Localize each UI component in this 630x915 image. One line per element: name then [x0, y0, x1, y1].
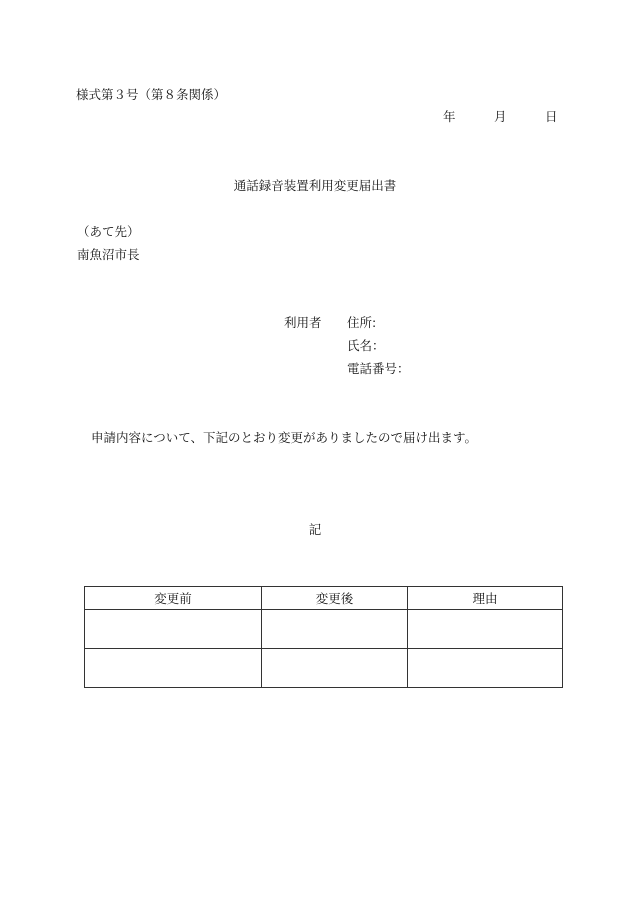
form-number: 様式第３号（第８条関係） [76, 87, 227, 102]
statement-text: 申請内容について、下記のとおり変更がありましたので届け出ます。 [91, 430, 478, 445]
name-field-label: 氏名： [347, 338, 385, 353]
date-day-label: 日 [545, 109, 558, 124]
address-field-label: 住所: [347, 315, 377, 330]
ki-heading: 記 [308, 522, 322, 537]
document-title: 通話録音装置利用変更届出書 [233, 178, 397, 193]
addressee: 南魚沼市長 [77, 247, 140, 262]
change-table [84, 586, 563, 688]
table-header-row [85, 587, 563, 610]
date-year-label: 年 [443, 109, 456, 124]
cell-before-change[interactable] [85, 610, 262, 649]
header-reason: 理由 [408, 587, 563, 610]
header-before-change: 変更前 [85, 587, 262, 610]
phone-field-label: 電話番号： [347, 361, 410, 376]
date-month-label: 月 [494, 109, 507, 124]
table-row [85, 610, 563, 649]
applicant-label: 利用者 [284, 315, 322, 330]
cell-reason[interactable] [408, 610, 563, 649]
table-row [85, 649, 563, 688]
cell-after-change[interactable] [262, 610, 408, 649]
cell-after-change[interactable] [262, 649, 408, 688]
cell-reason[interactable] [408, 649, 563, 688]
addressee-label: （あて先） [77, 224, 140, 239]
header-after-change: 変更後 [262, 587, 408, 610]
cell-before-change[interactable] [85, 649, 262, 688]
